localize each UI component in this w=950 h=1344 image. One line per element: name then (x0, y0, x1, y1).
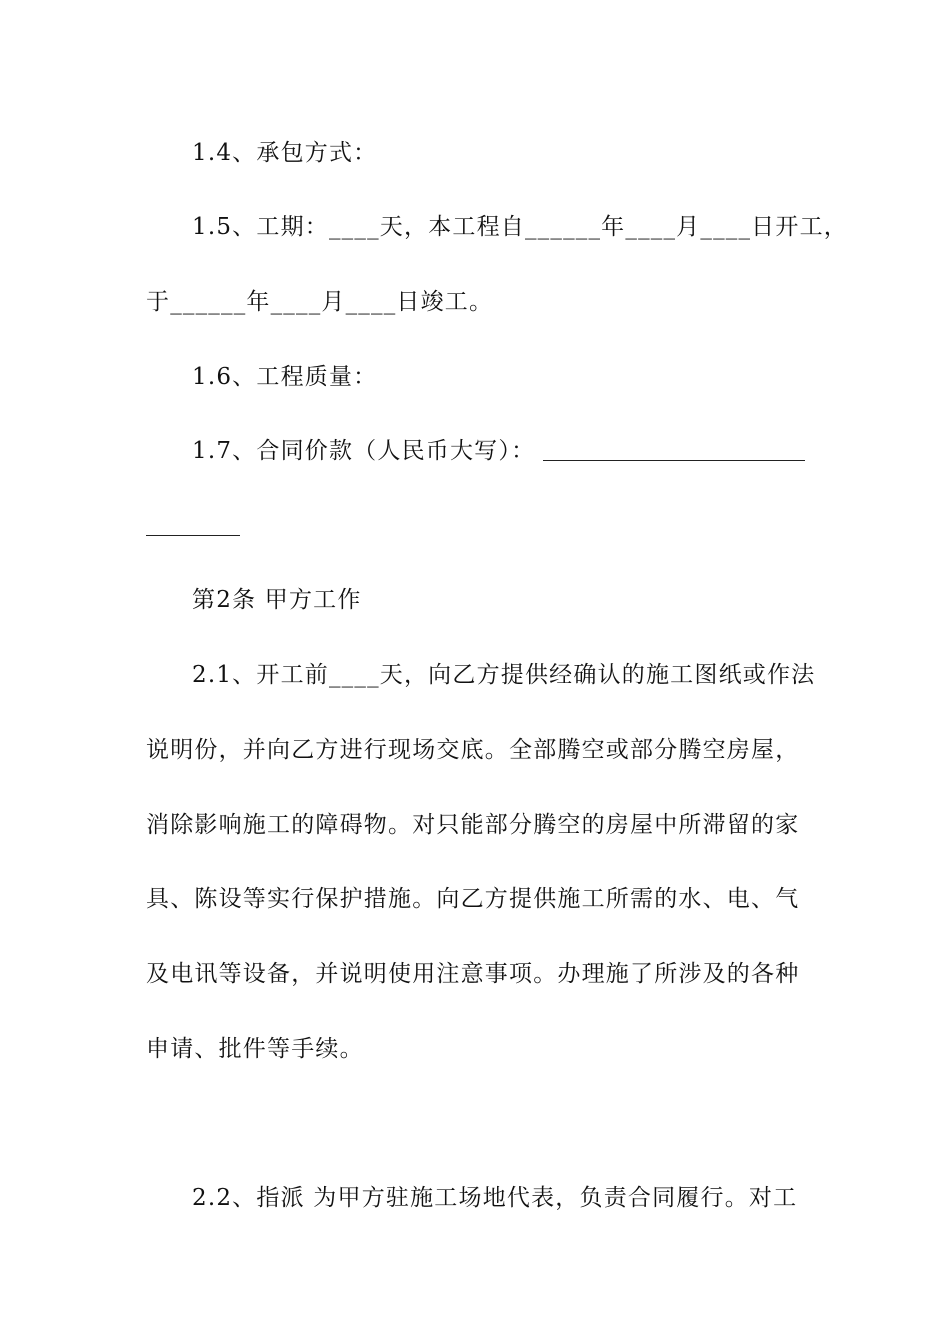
clause-1-7: 1.7、合同价款（人民币大写）： (192, 438, 536, 464)
clause-1-5-continued: 于______年____月____日竣工。 (146, 289, 494, 315)
clause-1-5: 1.5、工期：____天，本工程自______年____月____日开工， (192, 214, 848, 240)
contract-price-blank-line (543, 460, 805, 461)
clause-2-2: 2.2、指派 为甲方驻施工场地代表，负责合同履行。对工 (192, 1185, 798, 1211)
contract-price-blank-line-continued (146, 535, 240, 536)
clause-1-4: 1.4、承包方式： (192, 140, 378, 166)
clause-2-1-line-2: 说明份，并向乙方进行现场交底。全部腾空或部分腾空房屋， (146, 737, 800, 763)
clause-2-1: 2.1、开工前____天，向乙方提供经确认的施工图纸或作法 (192, 662, 816, 688)
clause-1-6: 1.6、工程质量： (192, 364, 378, 390)
article-2-heading: 第2条 甲方工作 (192, 587, 362, 613)
clause-2-1-line-3: 消除影响施工的障碍物。对只能部分腾空的房屋中所滞留的家 (146, 812, 800, 838)
clause-2-1-line-5: 及电讯等设备，并说明使用注意事项。办理施了所涉及的各种 (146, 961, 800, 987)
clause-2-1-line-6: 申请、批件等手续。 (146, 1036, 364, 1062)
clause-2-1-line-4: 具、陈设等实行保护措施。向乙方提供施工所需的水、电、气 (146, 886, 800, 912)
